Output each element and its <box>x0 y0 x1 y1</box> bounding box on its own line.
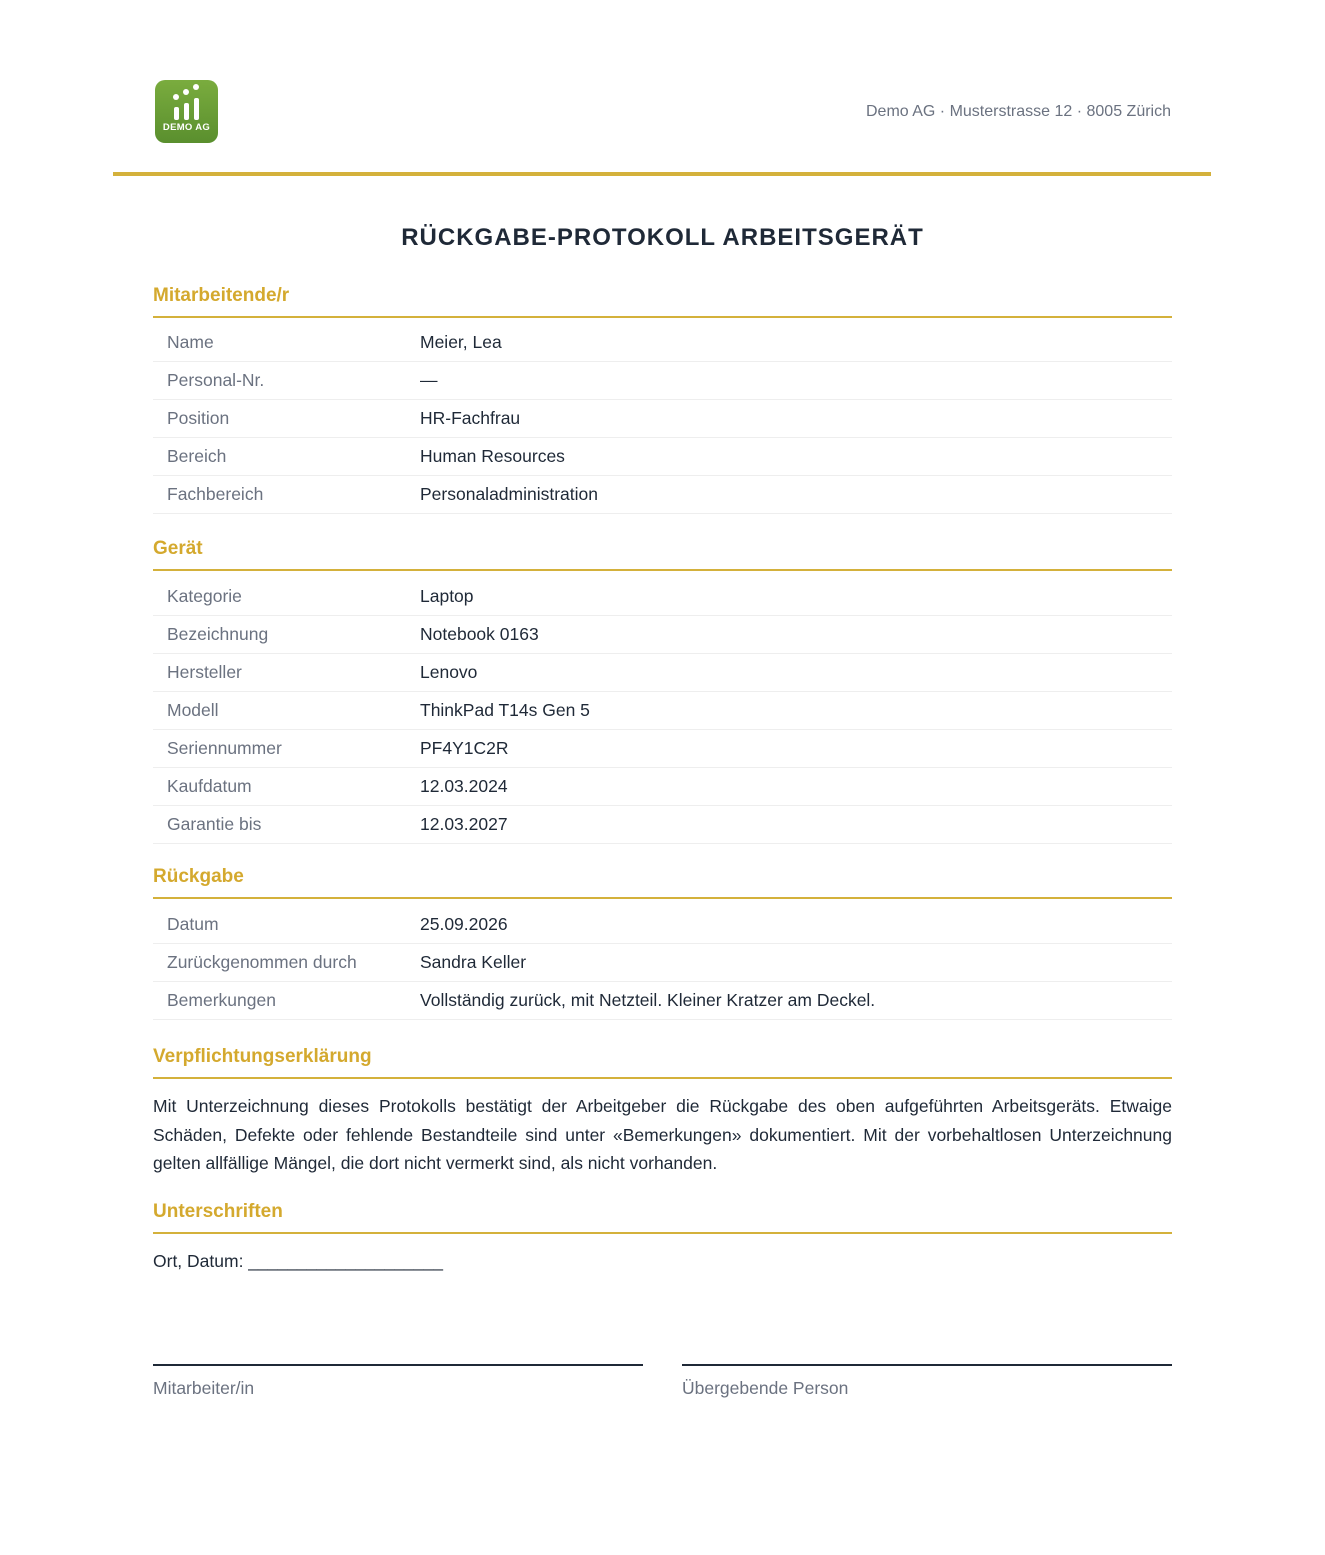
signature-line-employee <box>153 1364 643 1366</box>
section-title-signatures: Unterschriften <box>153 1201 1172 1234</box>
logo-chart-icon <box>155 90 218 120</box>
row-label: Bemerkungen <box>167 990 276 1010</box>
row-label: Zurückgenommen durch <box>167 952 357 972</box>
signature-line-handover <box>682 1364 1172 1366</box>
row-value: Notebook 0163 <box>420 624 539 644</box>
row-value: Laptop <box>420 586 474 606</box>
logo-text: DEMO AG <box>162 122 211 133</box>
row-value: Vollständig zurück, mit Netzteil. Kleiner Kratzer am Deckel. <box>420 990 876 1010</box>
row-label: Kategorie <box>167 586 242 606</box>
row-label: Modell <box>167 700 219 720</box>
table-row <box>153 400 1172 438</box>
row-label: Fachbereich <box>167 484 264 504</box>
table-row <box>153 324 1172 362</box>
row-value: Human Resources <box>420 446 565 466</box>
row-value: 12.03.2024 <box>420 776 508 796</box>
table-row <box>153 616 1172 654</box>
section-title-return: Rückgabe <box>153 866 1172 899</box>
row-label: Bezeichnung <box>167 624 269 644</box>
table-row <box>153 362 1172 400</box>
row-value: Sandra Keller <box>420 952 527 972</box>
section-title-declaration: Verpflichtungserklärung <box>153 1046 1172 1079</box>
place-date-field: Ort, Datum: ____________________ <box>153 1251 443 1271</box>
row-value: Lenovo <box>420 662 478 682</box>
row-value: — <box>420 370 438 390</box>
company-logo <box>155 80 218 143</box>
device-table <box>153 578 1172 844</box>
company-address: Demo AG · Musterstrasse 12 · 8005 Zürich <box>866 103 1171 120</box>
document-title: RÜCKGABE-PROTOKOLL ARBEITSGERÄT <box>401 224 924 251</box>
section-title-device: Gerät <box>153 538 1172 571</box>
table-row <box>153 806 1172 844</box>
row-label: Datum <box>167 914 219 934</box>
row-label: Bereich <box>167 446 227 466</box>
table-row <box>153 476 1172 514</box>
table-row <box>153 730 1172 768</box>
table-row <box>153 944 1172 982</box>
row-label: Hersteller <box>167 662 242 682</box>
employee-table <box>153 324 1172 514</box>
row-label: Seriennummer <box>167 738 282 758</box>
table-row <box>153 438 1172 476</box>
row-label: Personal-Nr. <box>167 370 265 390</box>
declaration-text: Mit Unterzeichnung dieses Protokolls bestätigt der Arbeitgeber die Rückgabe des oben aufgeführten Arbeitsgeräts. Etwaige Schäden, Defekte oder fehlende Bestandteile sind unter «Bemerkungen» dokumentiert. Mit der vorbehaltlosen Unterzeichnung gelten allfällige Mängel, die dort nicht vermerkt sind, als nicht vorhanden. <box>153 1096 1172 1173</box>
row-label: Name <box>167 332 214 352</box>
table-row <box>153 578 1172 616</box>
row-value: 12.03.2027 <box>420 814 508 834</box>
row-value: PF4Y1C2R <box>420 738 509 758</box>
row-value: Personaladministration <box>420 484 599 504</box>
table-row <box>153 982 1172 1020</box>
table-row <box>153 906 1172 944</box>
row-label: Kaufdatum <box>167 776 252 796</box>
table-row <box>153 692 1172 730</box>
return-table <box>153 906 1172 1020</box>
signature-label-handover: Übergebende Person <box>682 1378 849 1398</box>
row-value: HR-Fachfrau <box>420 408 521 428</box>
row-value: 25.09.2026 <box>420 914 508 934</box>
section-title-employee: Mitarbeitende/r <box>153 285 1172 318</box>
row-label: Position <box>167 408 230 428</box>
table-row <box>153 654 1172 692</box>
signature-label-employee: Mitarbeiter/in <box>153 1378 255 1398</box>
row-value: ThinkPad T14s Gen 5 <box>420 700 590 720</box>
row-label: Garantie bis <box>167 814 262 834</box>
header-divider <box>113 172 1211 176</box>
row-value: Meier, Lea <box>420 332 502 352</box>
table-row <box>153 768 1172 806</box>
